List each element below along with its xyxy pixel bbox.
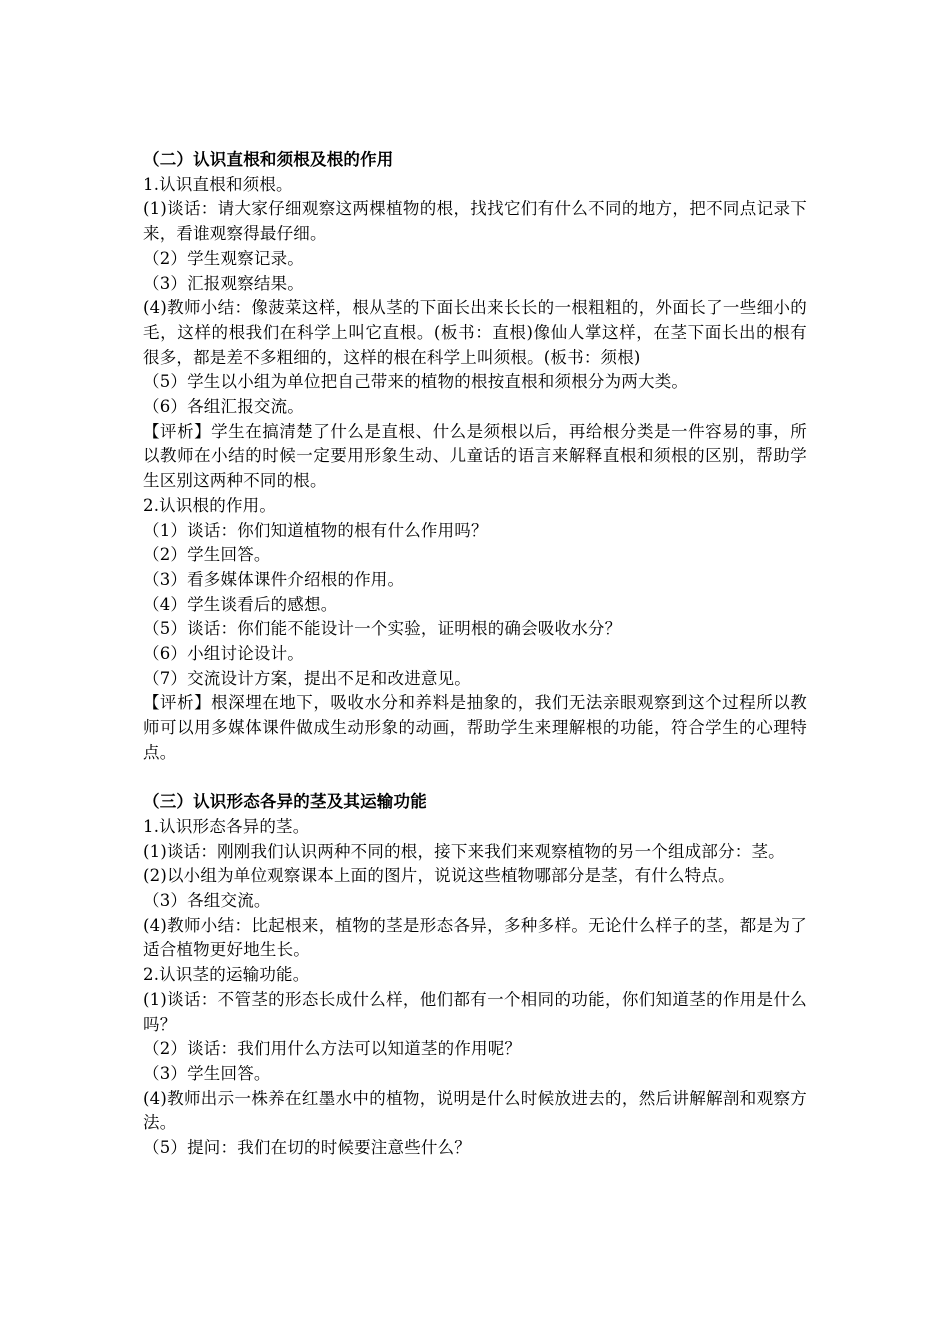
paragraph: (1)谈话：请大家仔细观察这两棵植物的根，找找它们有什么不同的地方，把不同点记录下来，看谁观察得最仔细。	[143, 199, 807, 244]
paragraph: （2）学生观察记录。	[143, 248, 304, 268]
paragraph: （2）学生回答。	[143, 545, 271, 565]
paragraph: 2.认识根的作用。	[143, 495, 277, 515]
paragraph: (1)谈话：不管茎的形态长成什么样，他们都有一个相同的功能，你们知道茎的作用是什么吗？	[143, 989, 807, 1034]
paragraph: 1.认识形态各异的茎。	[143, 816, 310, 836]
paragraph: （1）谈话：你们知道植物的根有什么作用吗？	[143, 520, 488, 540]
section-spacer	[143, 766, 807, 791]
paragraph: （4）学生谈看后的感想。	[143, 594, 338, 614]
paragraph: （5）谈话：你们能不能设计一个实验，证明根的确会吸收水分？	[143, 619, 622, 639]
comment-paragraph: 【评析】根深埋在地下，吸收水分和养料是抽象的，我们无法亲眼观察到这个过程所以教师可以用多媒体课件做成生动形象的动画，帮助学生来理解根的功能，符合学生的心理特点。	[143, 693, 807, 762]
paragraph: (4)教师小结：像菠菜这样，根从茎的下面长出来长长的一根粗粗的，外面长了一些细小的毛，这样的根我们在科学上叫它直根。(板书：直根)像仙人掌这样，在茎下面长出的根有很多，都是差不多粗细的，这样的根在科学上叫须根。(板书：须根)	[143, 298, 807, 367]
paragraph: （7）交流设计方案，提出不足和改进意见。	[143, 668, 471, 688]
paragraph: （3）看多媒体课件介绍根的作用。	[143, 569, 405, 589]
paragraph: （6）各组汇报交流。	[143, 397, 304, 417]
paragraph: （3）各组交流。	[143, 891, 271, 911]
document-page	[143, 148, 807, 1161]
paragraph: （3）学生回答。	[143, 1064, 271, 1083]
comment-paragraph: 【评析】学生在搞清楚了什么是直根、什么是须根以后，再给根分类是一件容易的事，所以教师在小结的时候一定要用形象生动、儿童话的语言来解释直根和须根的区别，帮助学生区别这两种不同的根。	[143, 421, 807, 491]
section-2-heading: （二）认识直根和须根及根的作用	[143, 150, 394, 169]
paragraph: （6）小组讨论设计。	[143, 644, 304, 664]
paragraph: (2)以小组为单位观察课本上面的图片，说说这些植物哪部分是茎，有什么特点。	[143, 866, 735, 886]
paragraph: （5）提问：我们在切的时候要注意些什么？	[143, 1138, 471, 1158]
paragraph: （2）谈话：我们用什么方法可以知道茎的作用呢？	[143, 1039, 522, 1059]
paragraph: (1)谈话：刚刚我们认识两种不同的根，接下来我们来观察植物的另一个组成部分：茎。	[143, 841, 785, 861]
paragraph: （5）学生以小组为单位把自己带来的植物的根按直根和须根分为两大类。	[143, 372, 689, 392]
paragraph: 2.认识茎的运输功能。	[143, 965, 310, 985]
paragraph: (4)教师出示一株养在红墨水中的植物，说明是什么时候放进去的，然后讲解解剖和观察方法。	[143, 1088, 807, 1133]
section-3-heading: （三）认识形态各异的茎及其运输功能	[143, 792, 427, 812]
paragraph: 1.认识直根和须根。	[143, 174, 293, 194]
paragraph: （3）汇报观察结果。	[143, 273, 304, 293]
paragraph: (4)教师小结：比起根来，植物的茎是形态各异，多种多样。无论什么样子的茎，都是为了适合植物更好地生长。	[143, 915, 807, 960]
